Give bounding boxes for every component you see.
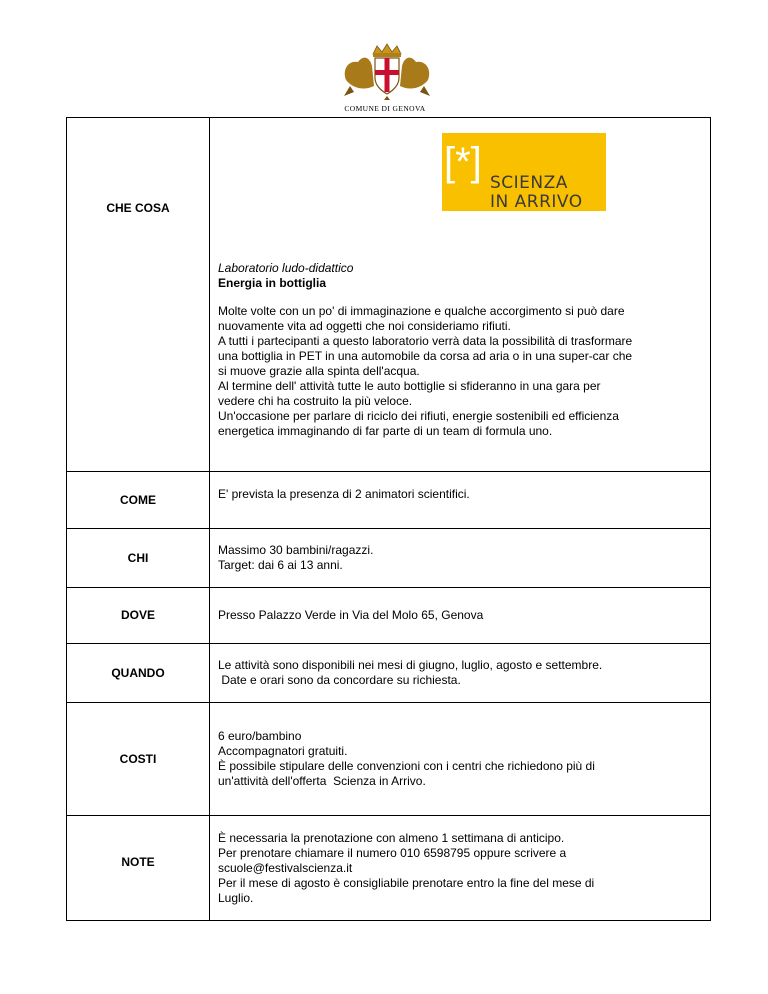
info-table	[66, 117, 711, 921]
label-che-cosa: CHE COSA	[67, 118, 210, 472]
content-costi	[210, 703, 711, 816]
note-line: È necessaria la prenotazione con almeno 1 settimana di anticipo.	[218, 830, 565, 845]
note-line: Luglio.	[218, 890, 254, 905]
genova-crest-icon	[340, 40, 434, 102]
label-chi: CHI	[67, 529, 210, 588]
content-chi	[210, 529, 711, 588]
row-quando	[67, 644, 711, 703]
che-cosa-subtitle: Laboratorio ludo-didattico	[218, 261, 354, 275]
che-cosa-line: nuovamente vita ad oggetti che noi consideriamo rifiuti.	[218, 319, 511, 333]
row-che-cosa	[67, 118, 711, 472]
quando-line: Date e orari sono da concordare su richiesta.	[218, 673, 461, 687]
label-costi: COSTI	[67, 703, 210, 816]
chi-line: Target: dai 6 ai 13 anni.	[218, 558, 343, 572]
costi-line: Accompagnatori gratuiti.	[218, 744, 348, 758]
che-cosa-line: energetica immaginando di far parte di un team di formula uno.	[218, 424, 553, 438]
costi-line: È possibile stipulare delle convenzioni con i centri che richiedono più di	[218, 759, 595, 773]
che-cosa-line: Un'occasione per parlare di riciclo dei rifiuti, energie sostenibili ed efficienza	[218, 409, 619, 423]
costi-line: un'attività dell'offerta Scienza in Arrivo.	[218, 774, 426, 788]
row-note	[67, 816, 711, 921]
che-cosa-line: una bottiglia in PET in una automobile da corsa ad aria o in una super-car che	[218, 349, 633, 363]
che-cosa-line: Molte volte con un po' di immaginazione e qualche accorgimento si può dare	[218, 304, 625, 318]
note-line: Per il mese di agosto è consigliabile prenotare entro la fine del mese di	[218, 875, 595, 890]
che-cosa-line: si muove grazie alla spinta dell'acqua.	[218, 364, 420, 378]
content-quando	[210, 644, 711, 703]
row-come	[67, 472, 711, 529]
logo-graphic	[442, 133, 606, 211]
logo-bracket-text: [*]	[444, 140, 482, 184]
chi-line: Massimo 30 bambini/ragazzi.	[218, 543, 374, 557]
costi-line: 6 euro/bambino	[218, 729, 302, 743]
logo-line2: IN ARRIVO	[490, 192, 583, 211]
label-dove: DOVE	[67, 588, 210, 644]
logo-line1: SCIENZA	[490, 173, 568, 193]
che-cosa-line: Al termine dell' attività tutte le auto bottiglie si sfideranno in una gara per	[218, 379, 601, 393]
content-dove	[210, 588, 711, 644]
row-chi	[67, 529, 711, 588]
che-cosa-line: A tutti i partecipanti a questo laboratorio verrà data la possibilità di trasformare	[218, 334, 633, 348]
dove-line: Presso Palazzo Verde in Via del Molo 65, Genova	[218, 608, 484, 622]
note-line: Per prenotare chiamare il numero 010 6598795 oppure scrivere a	[218, 845, 567, 860]
che-cosa-title: Energia in bottiglia	[218, 276, 327, 290]
label-note: NOTE	[67, 816, 210, 921]
label-quando: QUANDO	[67, 644, 210, 703]
quando-line: Le attività sono disponibili nei mesi di giugno, luglio, agosto e settembre.	[218, 658, 603, 672]
row-dove	[67, 588, 711, 644]
che-cosa-line: vedere chi ha costruito la più veloce.	[218, 394, 413, 408]
content-note	[210, 816, 711, 921]
row-costi	[67, 703, 711, 816]
come-line: E' prevista la presenza di 2 animatori scientifici.	[218, 486, 470, 501]
comune-label: COMUNE DI GENOVA	[344, 104, 426, 113]
content-come	[210, 472, 711, 529]
note-line: scuole@festivalscienza.it	[218, 860, 353, 875]
scienza-in-arrivo-logo	[442, 133, 606, 211]
label-come: COME	[67, 472, 210, 529]
